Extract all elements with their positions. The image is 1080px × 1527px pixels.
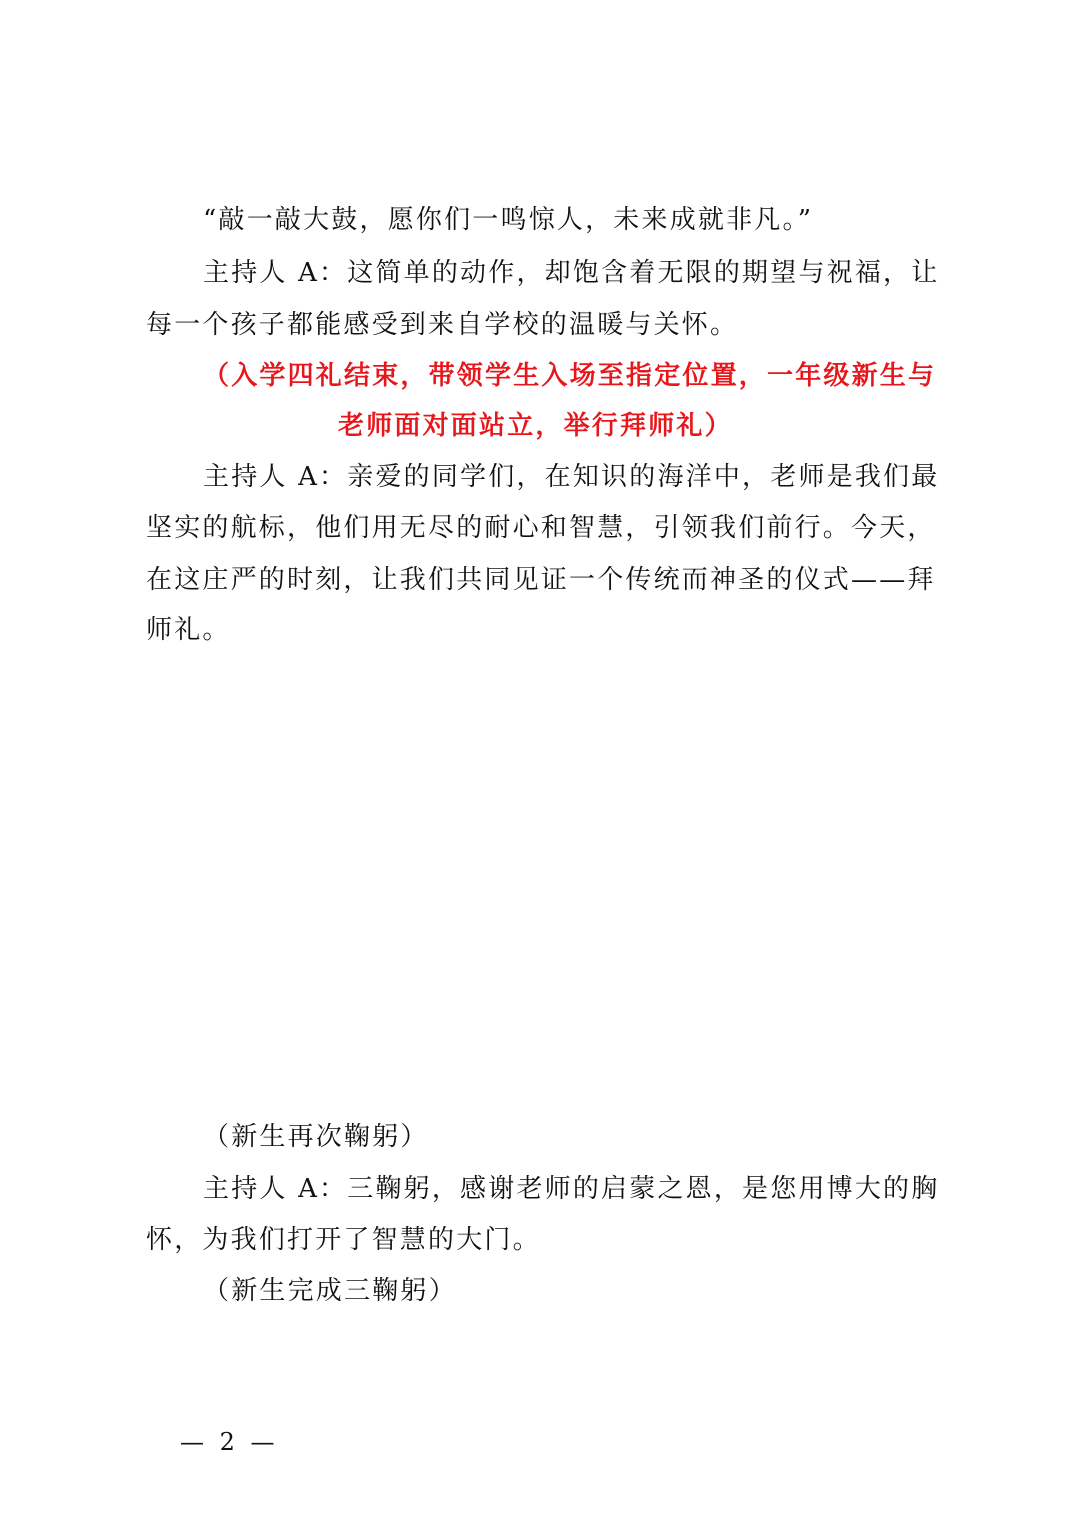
host-a-line-2-cont-2: 在这庄严的时刻，让我们共同见证一个传统而神圣的仪式——拜 (146, 565, 936, 595)
host-a-line-2-cont-3: 师礼。 (146, 615, 231, 645)
stage-direction-bow-again: （新生再次鞠躬） (203, 1122, 429, 1152)
host-a-line-1-cont: 每一个孩子都能感受到来自学校的温暖与关怀。 (146, 310, 739, 340)
page-number: — 2 — (180, 1428, 279, 1456)
stage-direction-three-bows: （新生完成三鞠躬） (203, 1276, 457, 1306)
quote-line: “敲一敲大鼓，愿你们一鸣惊人，未来成就非凡。” (203, 205, 814, 235)
host-a-line-1: 主持人 A：这简单的动作，却饱含着无限的期望与祝福，让 (203, 258, 940, 288)
host-a-line-2-cont-1: 坚实的航标，他们用无尽的耐心和智慧，引领我们前行。今天， (146, 513, 936, 543)
host-a-line-3-cont: 怀，为我们打开了智慧的大门。 (146, 1225, 541, 1255)
stage-direction-red-2: 老师面对面站立，举行拜师礼） (338, 411, 733, 441)
host-a-line-2: 主持人 A：亲爱的同学们，在知识的海洋中，老师是我们最 (203, 462, 940, 492)
host-a-line-3: 主持人 A：三鞠躬，感谢老师的启蒙之恩，是您用博大的胸 (203, 1174, 940, 1204)
stage-direction-red-1: （入学四礼结束，带领学生入场至指定位置，一年级新生与 (203, 361, 937, 391)
